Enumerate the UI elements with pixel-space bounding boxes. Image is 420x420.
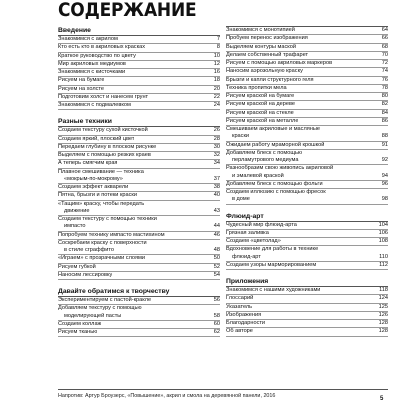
section-heading: Давайте обратимся к творчеству bbox=[58, 287, 220, 297]
toc-entry-title bbox=[58, 127, 148, 134]
toc-entry-title-line: Делаем собственный трафарет bbox=[226, 51, 309, 58]
toc-entry-page: 76 bbox=[381, 76, 388, 83]
toc-entry[interactable] bbox=[58, 305, 220, 321]
toc-entry[interactable] bbox=[226, 312, 388, 320]
toc-entry-title-line: Брызги и капли структурного геля bbox=[226, 76, 314, 83]
toc-entry-page: 38 bbox=[213, 184, 220, 190]
toc-entry-page: 32 bbox=[213, 152, 220, 158]
toc-entry[interactable] bbox=[226, 110, 388, 118]
toc-entry-page: 118 bbox=[379, 287, 388, 293]
toc-entry-title-line2: движение bbox=[64, 207, 90, 214]
toc-entry[interactable] bbox=[58, 36, 220, 44]
section-gap bbox=[58, 280, 220, 287]
toc-entry[interactable] bbox=[58, 272, 220, 280]
toc-entry[interactable] bbox=[226, 320, 388, 328]
toc-entry[interactable] bbox=[226, 101, 388, 109]
toc-entry[interactable] bbox=[226, 85, 388, 93]
toc-entry[interactable] bbox=[58, 169, 220, 185]
section-gap bbox=[226, 205, 388, 212]
toc-entry-title bbox=[58, 169, 144, 184]
toc-entry-title-line2: и эмалевой краской bbox=[232, 172, 284, 179]
toc-entry-title bbox=[58, 192, 137, 199]
toc-entry[interactable] bbox=[226, 165, 388, 181]
toc-entry-page: 54 bbox=[213, 271, 220, 278]
toc-entry-page: 26 bbox=[213, 127, 220, 134]
toc-entry-title-line2: импасто bbox=[64, 223, 86, 230]
toc-entry-page: 104 bbox=[378, 221, 388, 228]
toc-entry-title bbox=[226, 150, 302, 165]
toc-entry-page: 22 bbox=[213, 93, 220, 100]
toc-entry[interactable] bbox=[226, 60, 388, 68]
toc-entry-title-line: Знакомимся с монотипией bbox=[226, 27, 295, 33]
toc-entry-title bbox=[226, 77, 314, 84]
page-title: СОДЕРЖАНИЕ bbox=[58, 0, 197, 21]
section-gap bbox=[58, 110, 220, 117]
toc-entry[interactable] bbox=[58, 232, 220, 240]
toc-entry-page: 108 bbox=[378, 238, 388, 244]
toc-entry-title-line: Добавляем блеск с помощью фольги bbox=[226, 180, 323, 187]
toc-entry-title-line: Знакомимся с кисточками bbox=[58, 69, 126, 75]
toc-entry-title-line: Техника пропитки мела bbox=[226, 84, 287, 91]
toc-entry-page: 74 bbox=[381, 68, 388, 75]
toc-entry[interactable] bbox=[58, 297, 220, 305]
toc-entry-title-line: Плавное смешивание — техника bbox=[58, 168, 144, 175]
toc-entry-page: 110 bbox=[379, 253, 388, 260]
toc-entry-title-line: Пробуем перенос изображения bbox=[226, 35, 308, 42]
toc-entry[interactable] bbox=[58, 127, 220, 135]
toc-entry[interactable] bbox=[58, 136, 220, 144]
toc-entry[interactable] bbox=[226, 118, 388, 126]
toc-entry[interactable] bbox=[58, 216, 220, 232]
toc-entry[interactable] bbox=[226, 93, 388, 101]
toc-entry-title bbox=[226, 320, 265, 327]
toc-entry-title-line: Знакомимся с акрилом bbox=[58, 36, 118, 42]
toc-entry-page: 98 bbox=[381, 196, 388, 203]
toc-entry-title-line: Создаем узоры марморированием bbox=[226, 261, 317, 268]
toc-entry-title bbox=[226, 246, 318, 261]
toc-entry-title bbox=[226, 230, 269, 237]
toc-entry-title bbox=[226, 85, 287, 92]
toc-entry-title bbox=[58, 136, 134, 143]
toc-entry-title-line2: перламутрового медиума bbox=[232, 157, 299, 163]
toc-entry-title bbox=[58, 94, 148, 101]
toc-entry-page: 112 bbox=[379, 261, 388, 268]
toc-entry-title-line: Глоссарий bbox=[226, 295, 254, 302]
toc-entry[interactable] bbox=[58, 192, 220, 200]
toc-entry-page: 48 bbox=[213, 247, 220, 253]
toc-entry-title-line: Создаем текстуру с помощью техники bbox=[58, 216, 157, 222]
toc-entry-title-line: Указатель bbox=[226, 303, 253, 310]
toc-entry-title bbox=[58, 102, 131, 109]
toc-entry[interactable] bbox=[58, 94, 220, 102]
toc-entry-title-line: Попробуем технику импасто мастихином bbox=[58, 231, 165, 238]
toc-column-left bbox=[58, 26, 220, 337]
toc-entry[interactable] bbox=[58, 77, 220, 85]
toc-entry-page: 10 bbox=[213, 52, 220, 59]
toc-entry[interactable] bbox=[58, 144, 220, 152]
toc-entry[interactable] bbox=[58, 264, 220, 272]
section-heading: Флюид-арт bbox=[226, 212, 388, 222]
toc-entry[interactable] bbox=[226, 238, 388, 246]
toc-entry-page: 70 bbox=[381, 51, 388, 58]
toc-entry-title-line: Рисуем краской на металле bbox=[226, 117, 299, 124]
toc-entry-title-line: Выделяем контуры маской bbox=[226, 43, 296, 50]
toc-entry-title bbox=[58, 255, 145, 262]
toc-entry-title bbox=[226, 287, 320, 294]
toc-entry-title bbox=[226, 27, 295, 34]
toc-entry-title-line: Смешиваем акриловые и масляные bbox=[226, 126, 320, 132]
toc-entry-title bbox=[226, 189, 326, 204]
toc-entry[interactable] bbox=[58, 61, 220, 69]
toc-entry-title-line2: в доме bbox=[232, 196, 250, 203]
toc-entry[interactable] bbox=[58, 53, 220, 61]
toc-entry-page: 128 bbox=[378, 320, 388, 326]
toc-entry-page: 46 bbox=[213, 231, 220, 238]
toc-entry-title-line: Наносим аэрозольную краску bbox=[226, 68, 303, 75]
toc-entry-title-line: Рисуем губкой bbox=[58, 263, 96, 270]
toc-entry-title bbox=[58, 69, 125, 76]
toc-entry-page: 96 bbox=[381, 180, 388, 187]
toc-entry-page: 52 bbox=[213, 263, 220, 270]
toc-entry-page: 128 bbox=[378, 328, 388, 335]
toc-entry[interactable] bbox=[58, 152, 220, 160]
toc-entry-title-line: Вдохновение для работы в технике bbox=[226, 246, 319, 253]
section-gap bbox=[226, 270, 388, 277]
toc-entry[interactable] bbox=[58, 184, 220, 192]
toc-entry-title bbox=[226, 35, 308, 42]
toc-entry-title-line: Рисуем краской на бумаге bbox=[226, 93, 295, 99]
toc-entry-page: 88 bbox=[381, 133, 388, 140]
toc-entry-title-line: Об авторе bbox=[226, 328, 253, 335]
toc-entry-title-line: Соскребаем краску с поверхности bbox=[58, 239, 147, 246]
toc-entry[interactable] bbox=[58, 255, 220, 263]
toc-entry-title-line: Рисуем с помощью акриловых маркеров bbox=[226, 60, 333, 66]
toc-entry-title-line: Разнообразим свою живопись акриловой bbox=[226, 165, 334, 172]
toc-entry-page: 124 bbox=[378, 295, 388, 302]
toc-entry[interactable] bbox=[58, 102, 220, 110]
toc-entry-title bbox=[226, 238, 281, 245]
toc-entry-page: 20 bbox=[213, 85, 220, 92]
toc-entry-page: 92 bbox=[381, 157, 388, 163]
toc-entry-page: 8 bbox=[216, 44, 220, 51]
section-heading: Разные техники bbox=[58, 117, 220, 127]
toc-entry-title-line: Мир акриловых медиумов bbox=[58, 60, 126, 67]
toc-entry-title bbox=[58, 160, 117, 167]
toc-entry-page: 40 bbox=[213, 192, 220, 199]
toc-entry-page: 64 bbox=[381, 27, 388, 33]
toc-entry-title bbox=[58, 144, 156, 151]
toc-entry[interactable] bbox=[226, 222, 388, 230]
toc-entry-title bbox=[58, 297, 151, 304]
toc-entry-title-line: Чудесный мир флюид-арта bbox=[226, 221, 297, 228]
toc-entry-title bbox=[58, 216, 157, 231]
toc-entry-title-line: Рисуем краской на дереве bbox=[226, 101, 296, 108]
toc-entry-title-line: «Играем» с прозрачными слоями bbox=[58, 255, 146, 262]
toc-entry[interactable] bbox=[58, 44, 220, 52]
toc-entry-title-line: Добавляем блеск с помощью bbox=[226, 149, 303, 156]
page-number: 5 bbox=[380, 396, 384, 402]
toc-entry[interactable] bbox=[58, 329, 220, 337]
toc-entry-page: 84 bbox=[381, 109, 388, 116]
toc-entry-title bbox=[226, 126, 320, 141]
toc-entry-title bbox=[226, 44, 296, 51]
toc-entry-title bbox=[58, 44, 145, 51]
toc-entry[interactable] bbox=[58, 201, 220, 217]
toc-entry-page: 106 bbox=[378, 229, 388, 236]
toc-entry-title bbox=[58, 77, 104, 84]
toc-entry-page: 86 bbox=[381, 117, 388, 124]
toc-entry-title-line2: флюид-арт bbox=[232, 253, 261, 260]
image-caption: Напротив: Артур Броузерс, «Повышение», акрил и смола на деревянной панели, 2016 bbox=[58, 389, 388, 400]
toc-entry-title-line: Наносим лессировку bbox=[58, 271, 113, 278]
toc-entry-title-line: Ожидаем работу мраморной крошкой bbox=[226, 141, 325, 148]
toc-entry-page: 30 bbox=[213, 143, 220, 150]
toc-entry-title bbox=[226, 68, 303, 75]
toc-entry-title bbox=[226, 312, 261, 319]
toc-entry-title-line: Подготовим холст и нанесем грунт bbox=[58, 93, 149, 100]
toc-entry-title-line: Рисуем краской на стекле bbox=[226, 109, 294, 116]
toc-entry-title-line: Выделяем с помощью резких краев bbox=[58, 152, 151, 158]
toc-entry-title bbox=[226, 60, 332, 67]
toc-entry[interactable] bbox=[58, 69, 220, 77]
toc-entry-title-line: Создаем эффект акварели bbox=[58, 184, 129, 190]
toc-entry[interactable] bbox=[226, 150, 388, 166]
toc-entry-title bbox=[226, 93, 294, 100]
toc-entry-page: 94 bbox=[381, 172, 388, 179]
toc-entry-page: 72 bbox=[381, 60, 388, 66]
toc-entry-page: 34 bbox=[213, 160, 220, 167]
toc-entry[interactable] bbox=[226, 26, 388, 35]
toc-entry-page: 28 bbox=[213, 135, 220, 142]
toc-entry-page: 62 bbox=[213, 329, 220, 335]
toc-column-right bbox=[226, 26, 388, 337]
toc-entry-title-line: Создаем текстуру сухой кисточкой bbox=[58, 127, 148, 134]
toc-entry-title bbox=[58, 272, 112, 279]
toc-entry-page: 18 bbox=[213, 77, 220, 84]
toc-entry-title bbox=[226, 118, 298, 125]
toc-entry-title-line2: в стиле сграффито bbox=[64, 247, 114, 253]
toc-entry[interactable] bbox=[226, 44, 388, 52]
toc-entry-title bbox=[58, 152, 151, 159]
toc-entry-title-line: Экспериментируем с пастой-кракле bbox=[58, 297, 152, 303]
toc-entry-page: 78 bbox=[381, 84, 388, 91]
toc-entry[interactable] bbox=[226, 262, 388, 270]
toc-entry-title-line2: краски bbox=[232, 133, 250, 140]
toc-entry[interactable] bbox=[58, 240, 220, 256]
toc-entry-title bbox=[58, 240, 147, 255]
toc-entry-title-line: Рисуем на холсте bbox=[58, 85, 105, 92]
toc-entry-page: 60 bbox=[213, 320, 220, 327]
toc-entry-title-line: Пятна, брызги и потеки краски bbox=[58, 192, 138, 199]
toc-entry-title bbox=[58, 305, 142, 320]
toc-entry-title-line: Рисуем на бумаге bbox=[58, 77, 105, 84]
toc-entry[interactable] bbox=[226, 287, 388, 295]
toc-entry-title-line: Благодарности bbox=[226, 320, 266, 326]
toc-entry[interactable] bbox=[226, 328, 388, 336]
toc-entry-title-line: «Тащим» краску, чтобы передать bbox=[58, 200, 145, 207]
toc-entry-title bbox=[58, 184, 128, 191]
toc-entry-page: 56 bbox=[213, 297, 220, 303]
toc-entry-page: 80 bbox=[381, 93, 388, 99]
toc-entry-page: 58 bbox=[213, 312, 220, 319]
toc-entry-page: 66 bbox=[381, 35, 388, 42]
toc-entry-title bbox=[226, 295, 253, 302]
toc-entry-title-line: Создаем яркий, плоский цвет bbox=[58, 135, 135, 142]
toc-entry-page: 68 bbox=[381, 43, 388, 50]
toc-entry[interactable] bbox=[226, 304, 388, 312]
toc-entry-title-line: Создаем иллюзию с помощью фресок bbox=[226, 189, 326, 195]
toc-entry-title-line: Изображения bbox=[226, 311, 262, 318]
toc-entry-page: 12 bbox=[213, 60, 220, 67]
toc-entry-title bbox=[226, 304, 252, 311]
toc-entry-title-line: Знакомимся с нашими художниками bbox=[226, 287, 321, 293]
toc-entry-page: 50 bbox=[213, 255, 220, 262]
toc-entry-title bbox=[58, 329, 97, 336]
toc-entry-title-line: Знакомимся с подмалевком bbox=[58, 102, 131, 108]
toc-entry[interactable] bbox=[226, 52, 388, 60]
toc-entry[interactable] bbox=[226, 142, 388, 150]
toc-entry-page: 82 bbox=[381, 101, 388, 108]
toc-entry-title bbox=[58, 53, 136, 60]
toc-entry[interactable] bbox=[226, 295, 388, 303]
toc-entry[interactable] bbox=[226, 35, 388, 43]
toc-entry-title bbox=[226, 142, 324, 149]
toc-entry-page: 91 bbox=[381, 141, 388, 148]
section-heading: Введение bbox=[58, 26, 220, 36]
toc-entry-title bbox=[58, 264, 96, 271]
toc-entry[interactable] bbox=[58, 321, 220, 329]
toc-entry-page: 37 bbox=[213, 175, 220, 182]
toc-entry-title bbox=[226, 52, 308, 59]
toc-entry-title bbox=[58, 321, 101, 328]
toc-entry[interactable] bbox=[226, 126, 388, 142]
toc-entry-page: 125 bbox=[378, 303, 388, 310]
toc-entry-title bbox=[226, 328, 253, 335]
toc-entry-title-line: Грязная заливка bbox=[226, 229, 269, 236]
toc-entry-page: 16 bbox=[213, 69, 220, 75]
toc-entry-title bbox=[58, 36, 118, 43]
toc-entry[interactable] bbox=[226, 77, 388, 85]
toc-entry-title bbox=[226, 262, 316, 269]
toc-entry-title bbox=[58, 86, 104, 93]
toc-entry-title bbox=[58, 232, 165, 239]
toc-entry[interactable] bbox=[226, 230, 388, 238]
toc-entry-page: 24 bbox=[213, 102, 220, 108]
toc-entry[interactable] bbox=[58, 160, 220, 168]
toc-entry-title bbox=[226, 101, 295, 108]
toc-entry-title-line2: моделирующей пасты bbox=[64, 312, 122, 319]
toc-entry-title bbox=[226, 181, 323, 188]
toc-entry-title bbox=[226, 110, 294, 117]
toc-entry-title-line: Передаем глубину в плоском рисунке bbox=[58, 143, 157, 150]
toc-entry-title-line: Рисуем тканью bbox=[58, 329, 98, 335]
toc-entry-page: 7 bbox=[216, 36, 220, 42]
toc-entry[interactable] bbox=[226, 181, 388, 189]
toc-entry-title-line: Кто есть кто в акриловых красках bbox=[58, 44, 146, 51]
toc-entry-title bbox=[226, 165, 333, 180]
toc-entry-title bbox=[58, 201, 144, 216]
toc-entry-title-line: А теперь смягчим края bbox=[58, 160, 118, 167]
section-heading: Приложения bbox=[226, 277, 388, 287]
toc-entry[interactable] bbox=[226, 68, 388, 76]
toc-entry-title-line: Краткое руководство по цвету bbox=[58, 52, 136, 59]
toc-entry-title-line: Создаем коллаж bbox=[58, 320, 102, 327]
toc-entry-page: 43 bbox=[213, 207, 220, 214]
toc-entry-title-line2: «мокрым-по-мокрому» bbox=[64, 175, 123, 182]
toc-entry-title-line: Добавляем текстуру с помощью bbox=[58, 305, 142, 312]
toc-entry[interactable] bbox=[58, 86, 220, 94]
toc-entry-title-line: Создаем «цветолад» bbox=[226, 238, 281, 244]
toc-entry-page: 44 bbox=[213, 223, 220, 230]
toc-entry[interactable] bbox=[226, 246, 388, 262]
toc-entry-title bbox=[58, 61, 126, 68]
toc-entry[interactable] bbox=[226, 189, 388, 205]
toc-entry-page: 126 bbox=[378, 311, 388, 318]
toc-entry-title bbox=[226, 222, 297, 229]
